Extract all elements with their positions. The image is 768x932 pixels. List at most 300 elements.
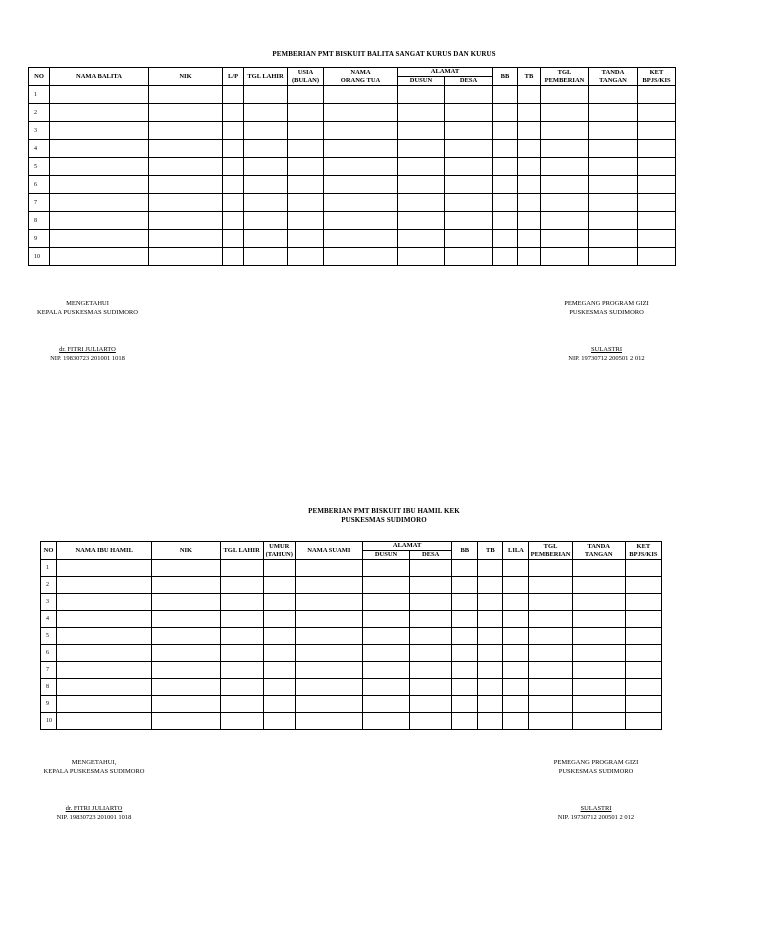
table-cell[interactable] (244, 122, 288, 140)
table-cell[interactable] (295, 679, 362, 696)
table-cell[interactable] (220, 713, 263, 730)
table-cell[interactable] (50, 140, 149, 158)
row-number: 9 (41, 696, 57, 713)
table-cell[interactable] (149, 230, 223, 248)
table-cell[interactable] (288, 158, 324, 176)
table-cell[interactable] (518, 140, 541, 158)
table-cell[interactable] (244, 158, 288, 176)
table-cell[interactable] (398, 104, 445, 122)
table-cell[interactable] (220, 696, 263, 713)
table-cell[interactable] (410, 628, 452, 645)
table-cell[interactable] (529, 594, 572, 611)
table-cell[interactable] (518, 212, 541, 230)
table-cell[interactable] (589, 230, 638, 248)
table-cell[interactable] (263, 662, 295, 679)
table-cell[interactable] (572, 594, 625, 611)
table-cell[interactable] (410, 662, 452, 679)
table-cell[interactable] (589, 176, 638, 194)
table-cell[interactable] (638, 212, 676, 230)
table-cell[interactable] (478, 611, 503, 628)
table-cell[interactable] (149, 212, 223, 230)
table-cell[interactable] (220, 679, 263, 696)
table-cell[interactable] (518, 158, 541, 176)
table-cell[interactable] (244, 212, 288, 230)
table-cell[interactable] (295, 662, 362, 679)
table-cell[interactable] (223, 86, 244, 104)
table-cell[interactable] (362, 628, 409, 645)
table-cell[interactable] (518, 176, 541, 194)
table-cell[interactable] (149, 104, 223, 122)
table-cell[interactable] (152, 560, 220, 577)
table-cell[interactable] (152, 679, 220, 696)
table-cell[interactable] (223, 212, 244, 230)
table-row (41, 662, 662, 679)
form1-right-signature (540, 299, 673, 363)
header-ket: KET BPJS/KIS (625, 542, 661, 560)
table-cell[interactable] (572, 713, 625, 730)
table-cell[interactable] (452, 594, 478, 611)
table-cell[interactable] (493, 248, 518, 266)
table-cell[interactable] (398, 158, 445, 176)
table-cell[interactable] (493, 212, 518, 230)
table-cell[interactable] (503, 662, 529, 679)
table-cell[interactable] (50, 86, 149, 104)
table-cell[interactable] (478, 577, 503, 594)
table-cell[interactable] (149, 86, 223, 104)
table-cell[interactable] (398, 140, 445, 158)
table-cell[interactable] (362, 594, 409, 611)
table-cell[interactable] (57, 560, 152, 577)
table-cell[interactable] (50, 248, 149, 266)
table-cell[interactable] (478, 696, 503, 713)
table-cell[interactable] (452, 577, 478, 594)
header-desa: DESA (445, 77, 493, 86)
table-cell[interactable] (263, 645, 295, 662)
table-cell[interactable] (493, 194, 518, 212)
table-cell[interactable] (638, 248, 676, 266)
table-cell[interactable] (445, 248, 493, 266)
table-cell[interactable] (452, 645, 478, 662)
table-cell[interactable] (50, 158, 149, 176)
header-lp: L/P (223, 68, 244, 86)
header-alamat: ALAMAT (362, 542, 451, 551)
table-cell[interactable] (362, 679, 409, 696)
table-cell[interactable] (452, 560, 478, 577)
table-cell[interactable] (149, 140, 223, 158)
signatory-nip: NIP. 19830723 201001 1018 (56, 814, 132, 821)
table-cell[interactable] (493, 158, 518, 176)
table-cell[interactable] (529, 696, 572, 713)
table-cell[interactable] (152, 662, 220, 679)
table-cell[interactable] (324, 122, 398, 140)
row-number: 7 (29, 194, 50, 212)
table-cell[interactable] (410, 577, 452, 594)
table-cell[interactable] (445, 140, 493, 158)
table-cell[interactable] (324, 230, 398, 248)
table-cell[interactable] (220, 662, 263, 679)
table-cell[interactable] (223, 230, 244, 248)
header-tanda-tangan: TANDA TANGAN (589, 68, 638, 86)
table-cell[interactable] (263, 577, 295, 594)
table-cell[interactable] (263, 611, 295, 628)
table-cell[interactable] (295, 594, 362, 611)
table-cell[interactable] (452, 696, 478, 713)
table-cell[interactable] (57, 679, 152, 696)
table-cell[interactable] (445, 212, 493, 230)
table-cell[interactable] (57, 594, 152, 611)
table-cell[interactable] (572, 645, 625, 662)
table-cell[interactable] (149, 122, 223, 140)
table-cell[interactable] (223, 122, 244, 140)
table-row (29, 212, 676, 230)
table-cell[interactable] (50, 194, 149, 212)
table-cell[interactable] (152, 628, 220, 645)
table-cell[interactable] (288, 176, 324, 194)
table-cell[interactable] (263, 713, 295, 730)
table-cell[interactable] (324, 86, 398, 104)
header-tanda-tangan: TANDA TANGAN (572, 542, 625, 560)
table-cell[interactable] (493, 86, 518, 104)
table-cell[interactable] (518, 104, 541, 122)
table-cell[interactable] (445, 176, 493, 194)
table-cell[interactable] (220, 560, 263, 577)
table-cell[interactable] (50, 104, 149, 122)
table-cell[interactable] (288, 122, 324, 140)
table-cell[interactable] (589, 140, 638, 158)
table-cell[interactable] (529, 713, 572, 730)
table-cell[interactable] (589, 248, 638, 266)
table-cell[interactable] (529, 662, 572, 679)
table-cell[interactable] (57, 713, 152, 730)
table-cell[interactable] (223, 248, 244, 266)
table-cell[interactable] (398, 230, 445, 248)
table-cell[interactable] (288, 248, 324, 266)
table-cell[interactable] (503, 577, 529, 594)
table-cell[interactable] (518, 230, 541, 248)
header-tgl-pemberian: TGL PEMBERIAN (530, 542, 571, 558)
table-cell[interactable] (478, 662, 503, 679)
table-cell[interactable] (398, 122, 445, 140)
table-cell[interactable] (572, 577, 625, 594)
table-cell[interactable] (57, 611, 152, 628)
table-cell[interactable] (541, 104, 589, 122)
signature-caption: PEMEGANG PROGRAM GIZI (553, 759, 639, 766)
table-cell[interactable] (362, 662, 409, 679)
table-cell[interactable] (288, 86, 324, 104)
table-cell[interactable] (445, 158, 493, 176)
table-cell[interactable] (295, 560, 362, 577)
table-cell[interactable] (589, 86, 638, 104)
table-cell[interactable] (263, 560, 295, 577)
table-cell[interactable] (398, 176, 445, 194)
table-cell[interactable] (503, 713, 529, 730)
table-cell[interactable] (50, 230, 149, 248)
table-cell[interactable] (410, 696, 452, 713)
table-cell[interactable] (503, 628, 529, 645)
table-cell[interactable] (362, 611, 409, 628)
table-cell[interactable] (324, 104, 398, 122)
table-cell[interactable] (638, 122, 676, 140)
table-cell[interactable] (493, 122, 518, 140)
table-cell[interactable] (223, 158, 244, 176)
table-cell[interactable] (324, 248, 398, 266)
table-cell[interactable] (57, 628, 152, 645)
table-cell[interactable] (263, 628, 295, 645)
table-cell[interactable] (503, 594, 529, 611)
table-cell[interactable] (263, 696, 295, 713)
table-cell[interactable] (362, 560, 409, 577)
table-cell[interactable] (152, 611, 220, 628)
table-cell[interactable] (541, 176, 589, 194)
table-cell[interactable] (149, 158, 223, 176)
table-cell[interactable] (244, 176, 288, 194)
table-cell[interactable] (220, 611, 263, 628)
table-cell[interactable] (589, 104, 638, 122)
table-cell[interactable] (362, 696, 409, 713)
signatory-nip: NIP. 19730712 200501 2 012 (557, 814, 635, 821)
header-nik: NIK (152, 542, 220, 560)
table-cell[interactable] (625, 611, 661, 628)
table-cell[interactable] (288, 230, 324, 248)
table-cell[interactable] (625, 713, 661, 730)
table-cell[interactable] (478, 645, 503, 662)
table-cell[interactable] (295, 696, 362, 713)
table-cell[interactable] (410, 645, 452, 662)
table-cell[interactable] (149, 176, 223, 194)
table-cell[interactable] (589, 212, 638, 230)
table-cell[interactable] (478, 713, 503, 730)
table-cell[interactable] (57, 645, 152, 662)
table-cell[interactable] (503, 679, 529, 696)
table-cell[interactable] (295, 611, 362, 628)
table-cell[interactable] (445, 194, 493, 212)
table-cell[interactable] (529, 611, 572, 628)
table-cell[interactable] (244, 104, 288, 122)
table-cell[interactable] (572, 679, 625, 696)
table-cell[interactable] (295, 713, 362, 730)
table-cell[interactable] (152, 713, 220, 730)
table-cell[interactable] (572, 611, 625, 628)
table-cell[interactable] (50, 176, 149, 194)
table-cell[interactable] (244, 230, 288, 248)
table-cell[interactable] (244, 248, 288, 266)
table-cell[interactable] (152, 594, 220, 611)
table-cell[interactable] (625, 645, 661, 662)
table-cell[interactable] (452, 628, 478, 645)
table-cell[interactable] (324, 158, 398, 176)
table-cell[interactable] (244, 194, 288, 212)
table-cell[interactable] (503, 696, 529, 713)
table-cell[interactable] (410, 594, 452, 611)
header-nama-orang-tua: NAMA ORANG TUA (324, 68, 398, 86)
table-cell[interactable] (625, 662, 661, 679)
header-usia: USIA (BULAN) (288, 68, 324, 86)
table-cell[interactable] (638, 140, 676, 158)
table-cell[interactable] (503, 611, 529, 628)
table-cell[interactable] (625, 577, 661, 594)
table-cell[interactable] (398, 212, 445, 230)
table-cell[interactable] (541, 212, 589, 230)
table-cell[interactable] (503, 645, 529, 662)
table-row (41, 594, 662, 611)
table-cell[interactable] (493, 176, 518, 194)
table-cell[interactable] (589, 194, 638, 212)
table-cell[interactable] (638, 176, 676, 194)
table-cell[interactable] (493, 230, 518, 248)
table-cell[interactable] (398, 248, 445, 266)
row-number: 4 (41, 611, 57, 628)
table-cell[interactable] (362, 577, 409, 594)
table-cell[interactable] (295, 628, 362, 645)
table-cell[interactable] (362, 713, 409, 730)
table-cell[interactable] (452, 662, 478, 679)
row-number: 3 (41, 594, 57, 611)
table-cell[interactable] (625, 679, 661, 696)
table-cell[interactable] (244, 140, 288, 158)
signature-caption: KEPALA PUSKESMAS SUDIMORO (37, 309, 138, 316)
table-cell[interactable] (478, 594, 503, 611)
table-cell[interactable] (503, 560, 529, 577)
table-cell[interactable] (493, 140, 518, 158)
table-cell[interactable] (452, 611, 478, 628)
table-row (41, 560, 662, 577)
table-cell[interactable] (529, 577, 572, 594)
table-cell[interactable] (541, 194, 589, 212)
table-cell[interactable] (324, 140, 398, 158)
table-cell[interactable] (541, 122, 589, 140)
table-cell[interactable] (50, 122, 149, 140)
row-number: 5 (41, 628, 57, 645)
row-number: 6 (41, 645, 57, 662)
table-cell[interactable] (295, 577, 362, 594)
table-cell[interactable] (152, 577, 220, 594)
table-cell[interactable] (220, 628, 263, 645)
table-cell[interactable] (589, 158, 638, 176)
table-row (29, 122, 676, 140)
table-cell[interactable] (541, 140, 589, 158)
row-number: 8 (29, 212, 50, 230)
table-cell[interactable] (220, 645, 263, 662)
table-cell[interactable] (223, 140, 244, 158)
table-cell[interactable] (493, 104, 518, 122)
table-cell[interactable] (518, 194, 541, 212)
table-cell[interactable] (625, 628, 661, 645)
table-cell[interactable] (445, 86, 493, 104)
header-tgl-lahir: TGL LAHIR (244, 68, 288, 86)
header-no: NO (41, 542, 57, 560)
table-cell[interactable] (445, 104, 493, 122)
row-number: 7 (41, 662, 57, 679)
table-cell[interactable] (223, 194, 244, 212)
table-cell[interactable] (478, 560, 503, 577)
table-cell[interactable] (478, 679, 503, 696)
table-cell[interactable] (398, 194, 445, 212)
signatory-nip: NIP. 19830723 201001 1018 (50, 355, 125, 362)
table-cell[interactable] (263, 679, 295, 696)
table-cell[interactable] (445, 122, 493, 140)
table-cell[interactable] (362, 645, 409, 662)
table-cell[interactable] (410, 713, 452, 730)
table-cell[interactable] (50, 212, 149, 230)
header-no: NO (29, 68, 50, 86)
table-cell[interactable] (324, 194, 398, 212)
table-cell[interactable] (541, 158, 589, 176)
table-cell[interactable] (57, 662, 152, 679)
table-cell[interactable] (518, 86, 541, 104)
table-cell[interactable] (57, 577, 152, 594)
table-cell[interactable] (541, 230, 589, 248)
row-number: 6 (29, 176, 50, 194)
table-cell[interactable] (288, 104, 324, 122)
table-cell[interactable] (518, 122, 541, 140)
table-cell[interactable] (149, 248, 223, 266)
table-cell[interactable] (589, 122, 638, 140)
table-cell[interactable] (445, 230, 493, 248)
table-cell[interactable] (541, 86, 589, 104)
table-cell[interactable] (263, 594, 295, 611)
table-cell[interactable] (410, 611, 452, 628)
table-cell[interactable] (625, 594, 661, 611)
table-cell[interactable] (410, 560, 452, 577)
table-cell[interactable] (244, 86, 288, 104)
table-cell[interactable] (324, 212, 398, 230)
table-cell[interactable] (295, 645, 362, 662)
table-cell[interactable] (529, 645, 572, 662)
table-cell[interactable] (638, 86, 676, 104)
table-row (29, 104, 676, 122)
table-cell[interactable] (288, 140, 324, 158)
table-cell[interactable] (220, 577, 263, 594)
table-cell[interactable] (324, 176, 398, 194)
table-cell[interactable] (452, 713, 478, 730)
table-cell[interactable] (518, 248, 541, 266)
table-cell[interactable] (572, 662, 625, 679)
table-cell[interactable] (638, 194, 676, 212)
table-cell[interactable] (223, 176, 244, 194)
table-cell[interactable] (152, 696, 220, 713)
table-cell[interactable] (398, 86, 445, 104)
table-cell[interactable] (529, 679, 572, 696)
table-cell[interactable] (529, 560, 572, 577)
table-cell[interactable] (529, 628, 572, 645)
form2-left-signature (30, 758, 158, 822)
table-cell[interactable] (288, 212, 324, 230)
table-cell[interactable] (57, 696, 152, 713)
row-number: 8 (41, 679, 57, 696)
row-number: 1 (29, 86, 50, 104)
table-row (29, 86, 676, 104)
table-cell[interactable] (220, 594, 263, 611)
table-cell[interactable] (638, 104, 676, 122)
table-cell[interactable] (149, 194, 223, 212)
table-cell[interactable] (452, 679, 478, 696)
table-cell[interactable] (625, 560, 661, 577)
table-cell[interactable] (223, 104, 244, 122)
header-umur: UMUR (TAHUN) (263, 542, 295, 560)
table-cell[interactable] (288, 194, 324, 212)
table-cell[interactable] (638, 158, 676, 176)
table-cell[interactable] (572, 696, 625, 713)
table-cell[interactable] (572, 560, 625, 577)
table-cell[interactable] (625, 696, 661, 713)
table-cell[interactable] (152, 645, 220, 662)
table-cell[interactable] (638, 230, 676, 248)
row-number: 1 (41, 560, 57, 577)
table-cell[interactable] (541, 248, 589, 266)
table-cell[interactable] (410, 679, 452, 696)
table-cell[interactable] (572, 628, 625, 645)
table-cell[interactable] (478, 628, 503, 645)
